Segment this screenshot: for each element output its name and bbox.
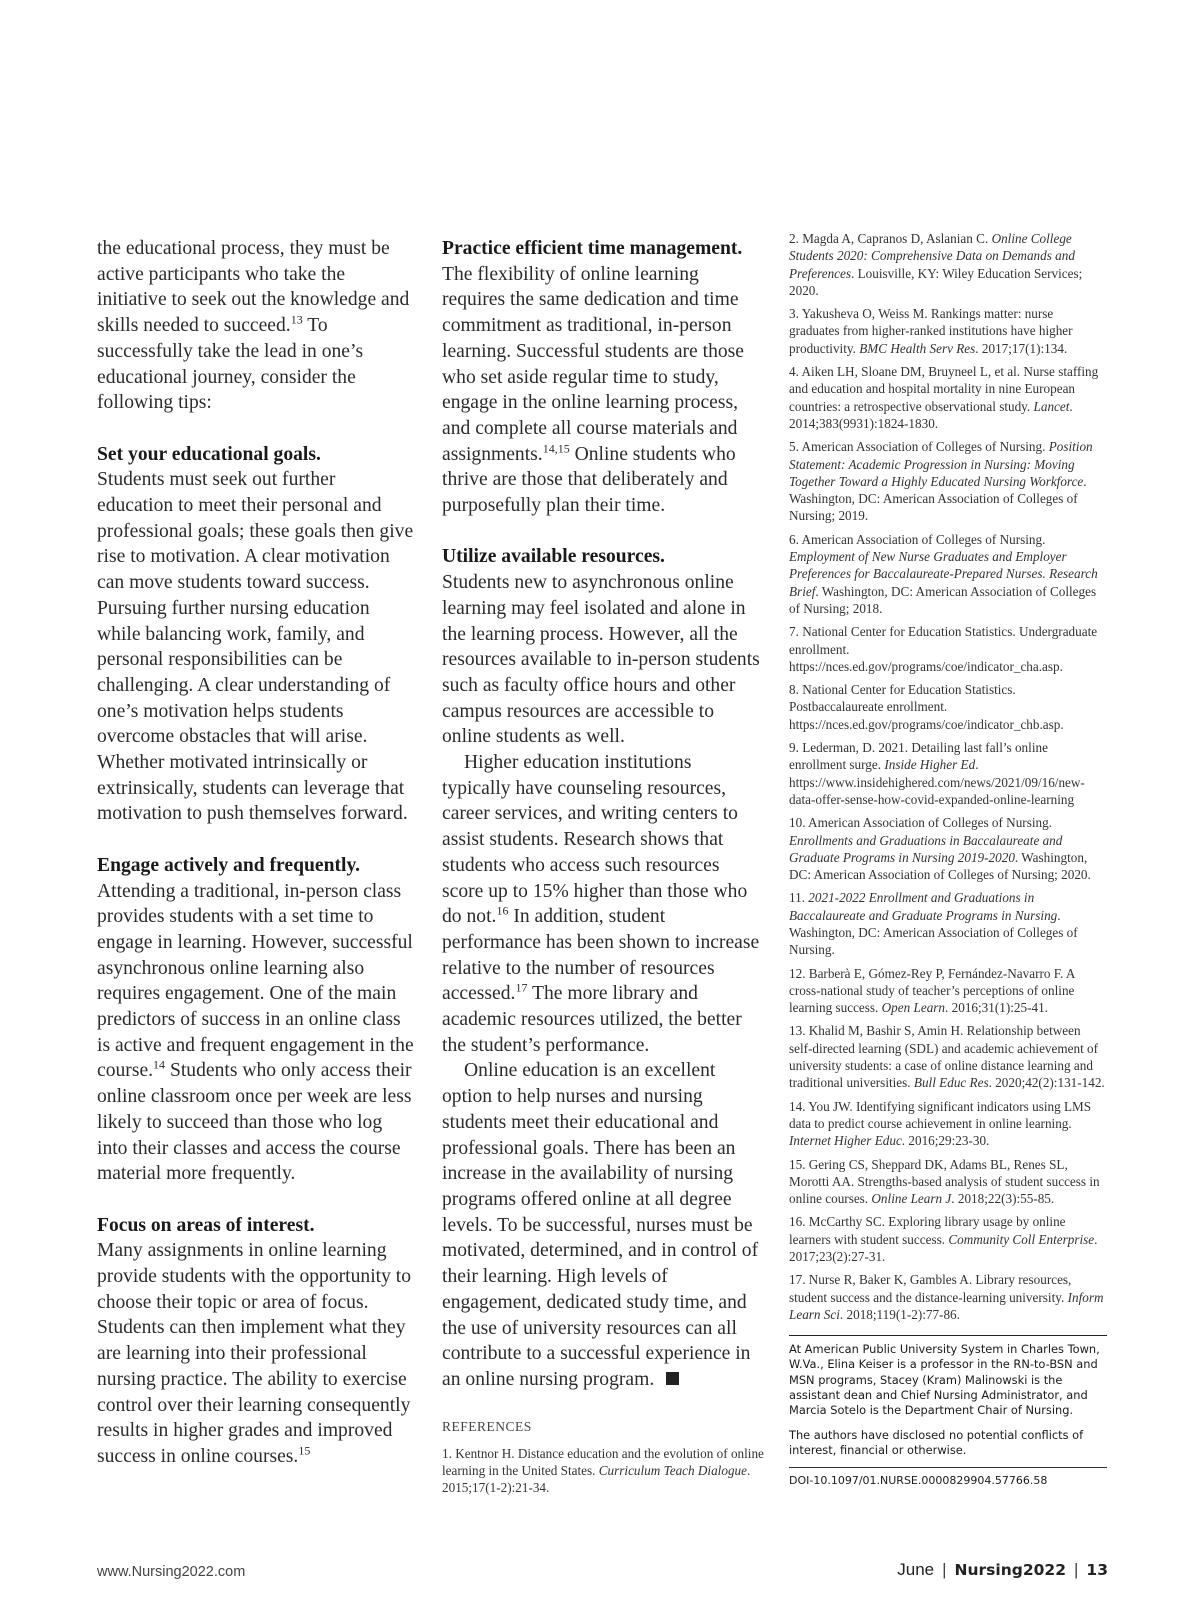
column-3-references <box>789 230 1107 1487</box>
reference-item: 17. Nurse R, Baker K, Gambles A. Library resources, student success and the distance-learning university. Inform Learn Sci. 2018;119(1-2):77-86. <box>789 1272 1104 1322</box>
footer-folio <box>897 1560 1108 1580</box>
section-heading-goals: Set your educational goals. <box>97 443 321 465</box>
section-heading-focus: Focus on areas of interest. <box>97 1214 315 1236</box>
column-2 <box>442 236 764 1503</box>
reference-list <box>789 230 1107 1323</box>
reference-item: 1. Kentnor H. Distance education and the evolution of online learning in the United States. Curriculum Teach Dialogue. 2015;17(1-2):21-34. <box>442 1445 764 1496</box>
reference-item: 8. National Center for Education Statistics. Postbaccalaureate enrollment. https://nces.ed.gov/programs/coe/indicator_chb.asp. <box>789 682 1064 732</box>
footer-separator: | <box>1074 1560 1079 1579</box>
reference-item: 3. Yakusheva O, Weiss M. Rankings matter: nurse graduates from higher-ranked institutions have higher productivity. BMC Health Serv Res. 2017;17(1):134. <box>789 306 1073 356</box>
resources-paragraph-2: Higher education institutions typically have counseling resources, career services, and writing centers to assist students. Research shows that students who access such resources score up to 15% higher than those who do not.$^{16}$ In addition, student performance has been shown to increase relative to the number of resources accessed.$^{17}$ The more library and academic resources utilized, the better the student’s performance. <box>442 752 760 1056</box>
engage-section: Engage actively and frequently. Attending a traditional, in-person class provides students with a set time to engage in learning. However, successful asynchronous online learning also requires engagement. One of the main predictors of success in an online class is active and frequent engagement in the course.$^{14}$ Students who only access their online classroom once per week are less likely to succeed than those who log into their classes and access the course material more frequently. <box>97 854 414 1185</box>
bio-divider <box>789 1335 1107 1336</box>
citation: 14,15 <box>542 441 570 456</box>
intro-paragraph: the educational process, they must be active participants who take the initiative to seek out the knowledge and skills needed to succeed.$^{13}$ To successfully take the lead in one’s educational journey, consider the following tips: <box>97 238 410 414</box>
footer-month: June <box>897 1560 935 1579</box>
section-heading-time: Practice efficient time management. <box>442 238 743 259</box>
focus-section: Focus on areas of interest. Many assignments in online learning provide students with the opportunity to choose their topic or area of focus. Students can then implement what they are learning into their professional nursing practice. The ability to exercise control over their learning consequently results in higher grades and improved success in online courses.$^{15}$ <box>97 1214 412 1467</box>
column-1 <box>97 236 415 1470</box>
footer-website: www.Nursing2022.com <box>97 1564 246 1580</box>
reference-item: 12. Barberà E, Gómez-Rey P, Fernández-Navarro F. A cross-national study of teacher’s perceptions of online learning success. Open Learn. 2016;31(1):25-41. <box>789 965 1075 1016</box>
reference-item: 16. McCarthy SC. Exploring library usage by online learners with student success. Community Coll Enterprise. 2017;23(2):27-31. <box>789 1214 1098 1265</box>
reference-item: 9. Lederman, D. 2021. Detailing last fall’s online enrollment surge. Inside Higher Ed. https://www.insidehighered.com/news/2021/09/16/new-data-offer-sense-how-covid-expanded-online-learning <box>789 740 1085 807</box>
reference-item: 11. 2021-2022 Enrollment and Graduations in Baccalaureate and Graduate Programs in Nursing. Washington, DC: American Association of Colleges of Nursing. <box>789 890 1078 958</box>
citation: 13 <box>290 312 303 327</box>
reference-item: 7. National Center for Education Statistics. Undergraduate enrollment. https://nces.ed.gov/programs/coe/indicator_cha.asp. <box>789 624 1098 674</box>
footer-journal: Nursing2022 <box>954 1561 1066 1579</box>
reference-item: 5. American Association of Colleges of Nursing. Position Statement: Academic Progression in Nursing: Moving Together Toward a Highly Educated Nursing Workforce. Washington, DC: American Association of Colleges of Nursing; 2019. <box>789 439 1093 524</box>
reference-item: 13. Khalid M, Bashir S, Amin H. Relationship between self-directed learning (SDL) and academic achievement of university students: a case of online distance learning and traditional universities. Bull Educ Res. 2020;42(2):131-142. <box>789 1023 1105 1091</box>
goals-section: Set your educational goals. Students must seek out further education to meet their personal and professional goals; these goals then give rise to motivation. A clear motivation can move students toward success. Pursuing further nursing education while balancing work, family, and personal responsibilities can be challenging. A clear understanding of one’s motivation helps students overcome obstacles that will arise. Whether motivated intrinsically or extrinsically, students can leverage that motivation to push themselves forward. <box>97 443 414 825</box>
reference-item: 4. Aiken LH, Sloane DM, Bruyneel L, et al. Nurse staffing and education and hospital mortality in nine European countries: a retrospective observational study. Lancet. 2014;383(9931):1824-1830. <box>789 364 1099 431</box>
section-heading-engage: Engage actively and frequently. <box>97 854 361 876</box>
references-heading: REFERENCES <box>442 1418 532 1434</box>
page-number: 13 <box>1086 1561 1108 1579</box>
conclusion-paragraph: Online education is an excellent option to help nurses and nursing students meet their educational and professional goals. There has been an increase in the availability of nursing programs offered online at all degree levels. To be successful, nurses must be motivated, determined, and in control of their learning. High levels of engagement, dedicated study time, and the use of university resources can all contribute to a successful experience in an online nursing program. <box>442 1060 759 1390</box>
disclosure: The authors have disclosed no potential conflicts of interest, financial or otherwise. <box>789 1428 1084 1458</box>
reference-item: 14. You JW. Identifying significant indicators using LMS data to predict course achievement in online learning. Internet Higher Educ. 2016;29:23-30. <box>789 1098 1092 1149</box>
end-of-article-icon <box>666 1372 679 1385</box>
reference-item: 2. Magda A, Capranos D, Aslanian C. Online College Students 2020: Comprehensive Data on Demands and Preferences. Louisville, KY: Wiley Education Services; 2020. <box>789 231 1083 298</box>
resources-section: Utilize available resources. Students new to asynchronous online learning may feel isolated and alone in the learning process. However, all the resources available to in-person students such as faculty office hours and other campus resources are accessible to online students as well. <box>442 546 760 748</box>
citation: 15 <box>298 1443 311 1458</box>
reference-item: 15. Gering CS, Sheppard DK, Adams BL, Renes SL, Morotti AA. Strengths-based analysis of student success in online courses. Online Learn J. 2018;22(3):55-85. <box>789 1156 1100 1207</box>
reference-item: 10. American Association of Colleges of Nursing. Enrollments and Graduations in Baccalaureate and Graduate Programs in Nursing 2019-2020. Washington, DC: American Association of Colleges of Nursing; 2020. <box>789 815 1091 883</box>
footer-separator: | <box>942 1560 947 1579</box>
doi-divider <box>789 1467 1107 1468</box>
reference-item: 6. American Association of Colleges of Nursing. Employment of New Nurse Graduates and Employer Preferences for Baccalaureate-Prepared Nurses. Research Brief. Washington, DC: American Association of Colleges of Nursing; 2018. <box>789 531 1098 616</box>
time-section: Practice efficient time management. The flexibility of online learning requires the same dedication and time commitment as traditional, in-person learning. Successful students are those who set aside regular time to study, engage in the online learning process, and complete all course materials and assignments.$^{14,15}$ Online students who thrive are those that deliberately and purposefully plan their time. <box>442 238 744 517</box>
section-heading-resources: Utilize available resources. <box>442 546 665 568</box>
author-bio: At American Public University System in Charles Town, W.Va., Elina Keiser is a professor in the RN-to-BSN and MSN programs, Stacey (Kram) Malinowski is the assistant dean and Chief Nursing Administrator, and Marcia Sotelo is the Department Chair of Nursing. <box>789 1342 1100 1418</box>
citation: 14 <box>153 1057 166 1072</box>
doi: DOI-10.1097/01.NURSE.0000829904.57766.58 <box>789 1473 1048 1487</box>
citation: 17 <box>515 980 528 995</box>
citation: 16 <box>496 903 509 918</box>
